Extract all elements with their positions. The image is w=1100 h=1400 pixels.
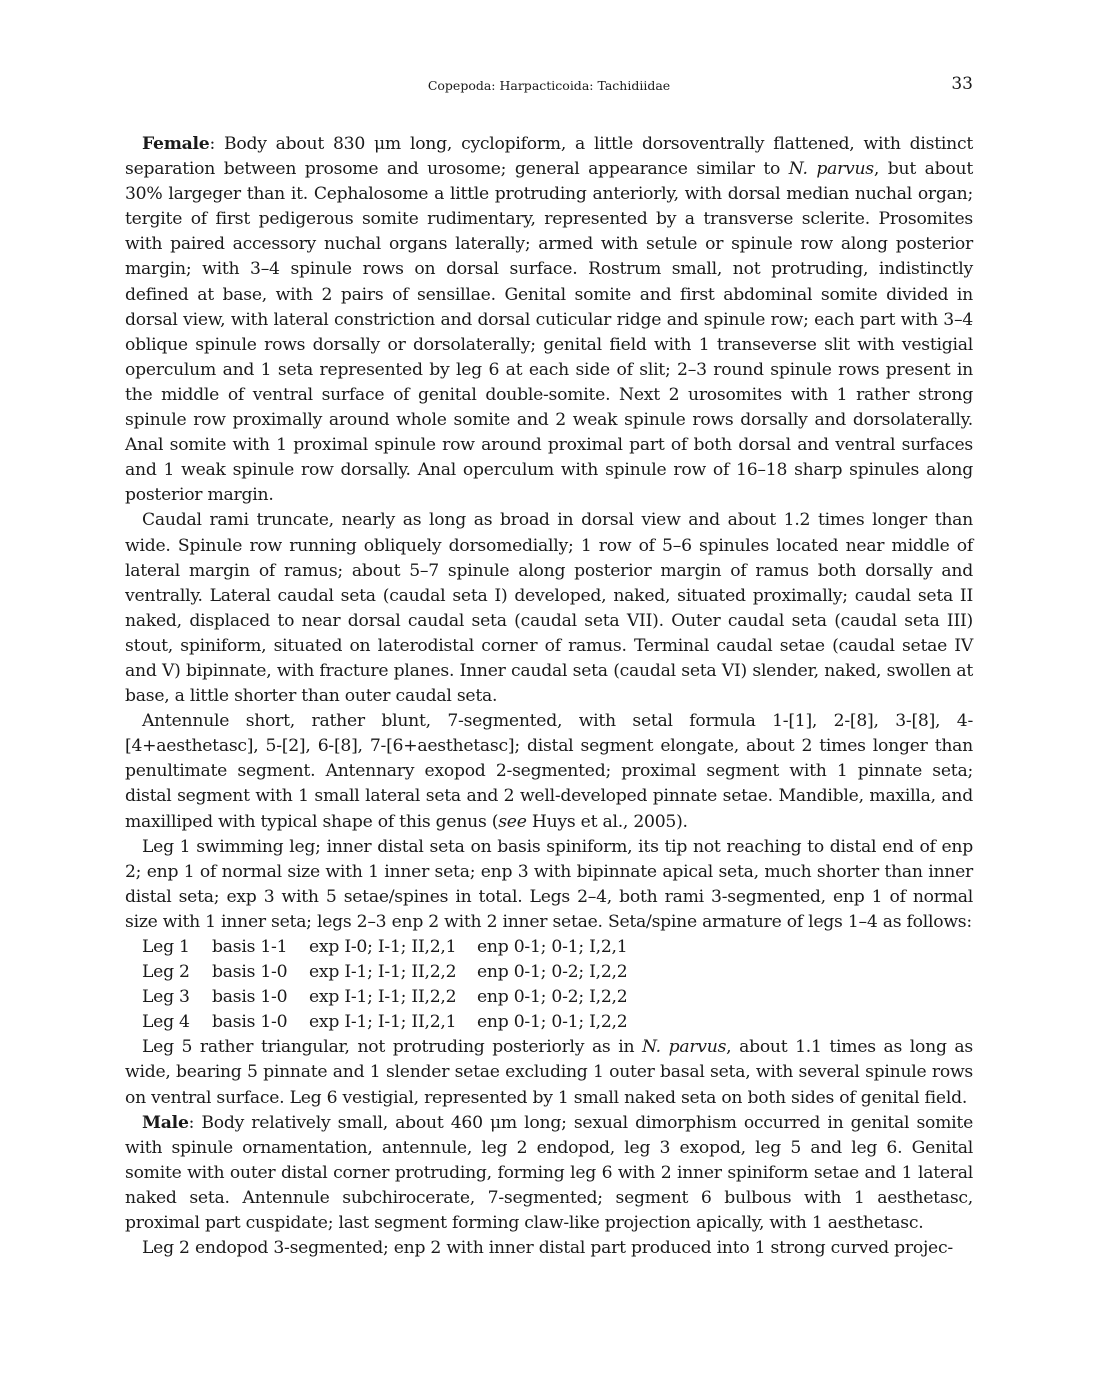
antennule-text-b: Huys et al., 2005). (526, 811, 688, 832)
table-row (142, 985, 627, 1010)
leg-cell: Leg 3 (142, 987, 190, 1008)
running-title: Copepoda: Harpacticoida: Tachidiidae (427, 78, 671, 93)
leg-cell: Leg 2 (142, 962, 190, 983)
male-leg-2-paragraph: Leg 2 endopod 3-segmented; enp 2 with inner distal part produced into 1 strong curved projec- (142, 1238, 953, 1259)
page-number: 33 (951, 74, 973, 94)
male-heading: Male (142, 1112, 189, 1133)
basis-cell: basis 1-1 (212, 937, 288, 957)
exp-cell: exp I-1; I-1; II,2,2 (309, 962, 457, 983)
species-name: N. parvus (641, 1037, 727, 1058)
enp-cell: enp 0-1; 0-2; I,2,2 (477, 962, 628, 983)
exp-cell: exp I-1; I-1; II,2,2 (309, 987, 457, 1008)
basis-cell: basis 1-0 (212, 962, 288, 983)
running-head (125, 76, 973, 96)
male-text: : Body relatively small, about 460 μm long; sexual dimorphism occurred in genital somite with spinule ornamentation, antennule, leg 2 endopod, leg 3 exopod, leg 5 and leg 6. Genital somite with outer distal corner protruding, forming leg 6 with 2 inner spiniform setae and 1 lateral naked seta. Antennule subchirocerate, 7-segmented; segment 6 bulbous with 1 aesthetasc, proximal part cuspidate; last segment forming claw-like projection apically, with 1 aesthetasc. (125, 1112, 973, 1234)
table-row (142, 960, 627, 985)
antennule-text-a: Antennule short, rather blunt, 7-segmented, with setal formula 1-[1], 2-[8], 3-[8], 4-[4+aesthetasc], 5-[2], 6-[8], 7-[6+aesthetasc]; distal segment elongate, about 2 times longer than penultimate segment. Antennary exopod 2-segmented; proximal segment with 1 pinnate seta; distal segment with 1 small lateral seta and 2 well-developed pinnate setae. Mandible, maxilla, and maxilliped with typical shape of this genus ( (125, 711, 973, 832)
leg-cell: Leg 1 (142, 937, 190, 957)
table-row (142, 935, 627, 960)
see-reference: see (498, 811, 527, 832)
basis-cell: basis 1-0 (212, 987, 288, 1008)
enp-cell: enp 0-1; 0-1; I,2,1 (477, 937, 628, 957)
enp-cell: enp 0-1; 0-1; I,2,2 (477, 1012, 628, 1033)
female-text-b: , but about 30% largeger than it. Cephalosome a little protruding anteriorly, with dorsal median nuchal organ; tergite of first pedigerous somite rudimentary, represented by a transverse sclerite. Prosomites with paired accessory nuchal organs laterally; armed with setule or spinule row along posterior margin; with 3–4 spinule rows on dorsal surface. Rostrum small, not protruding, indistinctly defined at base, with 2 pairs of sensillae. Genital somite and first abdominal somite divided in dorsal view, with lateral constriction and dorsal cuticular ridge and spinule row; each part with 3–4 oblique spinule rows dorsally or dorsolaterally; genital field with 1 transeverse slit with vestigial operculum and 1 seta represented by leg 6 at each side of slit; 2–3 round spinule rows present in the middle of ventral surface of genital double-somite. Next 2 urosomites with 1 rather strong spinule row proximally around whole somite and 2 weak spinule rows dorsally and dorsolaterally. Anal somite with 1 proximal spinule row around proximal part of both dorsal and ventral surfaces and 1 weak spinule row dorsally. Anal operculum with spinule row of 16–18 sharp spinules along posterior margin. (125, 159, 973, 506)
leg-5-text-a: Leg 5 rather triangular, not protruding posteriorly as in (142, 1037, 642, 1058)
leg-cell: Leg 4 (142, 1012, 190, 1033)
antennule-paragraph (125, 709, 973, 834)
female-heading: Female (142, 134, 210, 154)
exp-cell: exp I-0; I-1; II,2,1 (309, 937, 457, 957)
male-description-paragraph (125, 1111, 973, 1236)
leg-5-text-b: , about 1.1 times as long as wide, bearing 5 pinnate and 1 slender setae excluding 1 outer basal seta, with several spinule rows on ventral surface. Leg 6 vestigial, represented by 1 small naked seta on both sides of genital field. (125, 1037, 973, 1108)
enp-cell: enp 0-1; 0-2; I,2,2 (477, 987, 628, 1008)
table-row (142, 1010, 627, 1035)
body-text (125, 132, 973, 1261)
basis-cell: basis 1-0 (212, 1012, 288, 1033)
leg-armature-table (142, 935, 627, 1035)
leg-5-paragraph (125, 1035, 973, 1110)
caudal-rami-paragraph: Caudal rami truncate, nearly as long as broad in dorsal view and about 1.2 times longer than wide. Spinule row running obliquely dorsomedially; 1 row of 5–6 spinules located near middle of lateral margin of ramus; about 5–7 spinule along posterior margin of ramus both dorsally and ventrally. Lateral caudal seta (caudal seta I) developed, naked, situated proximally; caudal seta II naked, displaced to near dorsal caudal seta (caudal seta VII). Outer caudal seta (caudal seta III) stout, spiniform, situated on laterodistal corner of ramus. Terminal caudal setae (caudal setae IV and V) bipinnate, with fracture planes. Inner caudal seta (caudal seta VI) slender, naked, swollen at base, a little shorter than outer caudal seta. (125, 510, 973, 707)
leg-1-paragraph: Leg 1 swimming leg; inner distal seta on basis spiniform, its tip not reaching to distal end of enp 2; enp 1 of normal size with 1 inner seta; enp 3 with bipinnate apical seta, much shorter than inner distal seta; exp 3 with 5 setae/spines in total. Legs 2–4, both rami 3-segmented, enp 1 of normal size with 1 inner seta; legs 2–3 enp 2 with 2 inner setae. Seta/spine armature of legs 1–4 as follows: (125, 836, 973, 932)
female-description-paragraph (125, 132, 973, 508)
species-name: N. parvus (788, 159, 874, 180)
exp-cell: exp I-1; I-1; II,2,1 (309, 1012, 457, 1033)
female-text-a: : Body about 830 μm long, cyclopiform, a little dorsoventrally flattened, with distinct separation between prosome and urosome; general appearance similar to (125, 134, 973, 180)
